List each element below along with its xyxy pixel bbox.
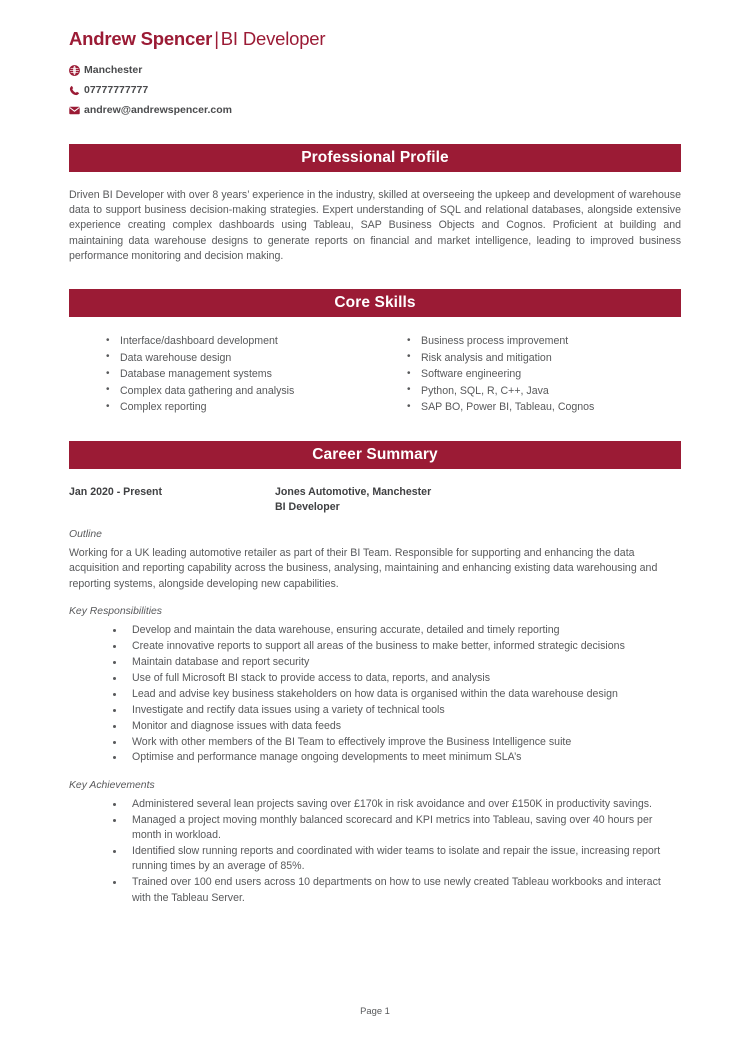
email-text: andrew@andrewspencer.com — [84, 104, 232, 116]
job-company: Jones Automotive, Manchester — [275, 485, 432, 498]
professional-profile-text: Driven BI Developer with over 8 years’ experience in the industry, skilled at overseeing the upkeep and development of warehouse data to support business decision-making strategies. Expert understanding of SQL and relational databases, alongside extensive experience creating complex dashboards using Tableau, SAP Business Objects and Cognos. Proficient at building and maintaining data warehouse designs to generate reports on financial and market intelligence, leading to improved business performance monitoring and decision making. — [69, 189, 681, 262]
section-header-career-summary: Career Summary — [69, 441, 681, 469]
key-responsibilities-list — [69, 623, 681, 766]
list-item: • Risk analysis and mitigation — [404, 350, 681, 367]
list-item: • Data warehouse design — [103, 350, 392, 367]
list-item: • Software engineering — [404, 366, 681, 383]
list-item: Lead and advise key business stakeholders on how data is organised within the data warehouse design — [69, 687, 681, 702]
list-item: • Python, SQL, R, C++, Java — [404, 383, 681, 400]
page-number: Page 1 — [360, 1005, 390, 1016]
name-title-line — [69, 28, 681, 50]
email-icon — [69, 104, 84, 117]
list-item: Trained over 100 end users across 10 departments on how to use newly created Tableau workbooks and interact with the Tableau Server. — [69, 875, 681, 906]
job-entry-header — [69, 485, 681, 515]
resume-header — [69, 0, 681, 119]
list-item: Develop and maintain the data warehouse, ensuring accurate, detailed and timely reporting — [69, 623, 681, 638]
list-item: Optimise and performance manage ongoing developments to meet minimum SLA’s — [69, 750, 681, 765]
candidate-name: Andrew Spencer — [69, 28, 213, 49]
core-skills-columns — [69, 333, 681, 416]
contact-email — [69, 102, 681, 119]
section-header-professional-profile: Professional Profile — [69, 144, 681, 172]
core-skills-right-column — [392, 333, 681, 416]
section-header-core-skills: Core Skills — [69, 289, 681, 317]
phone-icon — [69, 84, 84, 97]
list-item: • Interface/dashboard development — [103, 333, 392, 350]
list-item: Identified slow running reports and coordinated with wider teams to isolate and repair the issue, increasing report running times by an average of 85%. — [69, 844, 681, 875]
candidate-job-title: BI Developer — [220, 28, 326, 49]
contact-phone — [69, 82, 681, 99]
list-item: Managed a project moving monthly balanced scorecard and KPI metrics into Tableau, saving over 40 hours per month in workload. — [69, 813, 681, 844]
location-text: Manchester — [84, 64, 143, 76]
contact-location — [69, 62, 681, 79]
list-item: Investigate and rectify data issues using a variety of technical tools — [69, 703, 681, 718]
phone-text: 07777777777 — [84, 84, 149, 96]
globe-icon — [69, 64, 84, 77]
list-item: Create innovative reports to support all areas of the business to make better, informed strategic decisions — [69, 639, 681, 654]
key-achievements-list — [69, 797, 681, 906]
job-dates: Jan 2020 - Present — [69, 485, 163, 498]
list-item: Use of full Microsoft BI stack to provide access to data, reports, and analysis — [69, 671, 681, 686]
page-footer — [0, 1005, 750, 1016]
list-item: Administered several lean projects saving over £170k in risk avoidance and over £150K in productivity savings. — [69, 797, 681, 812]
list-item: Work with other members of the BI Team to effectively improve the Business Intelligence suite — [69, 735, 681, 750]
job-role: BI Developer — [275, 500, 340, 513]
core-skills-left-column — [103, 333, 392, 416]
list-item: • SAP BO, Power BI, Tableau, Cognos — [404, 399, 681, 416]
outline-text: Working for a UK leading automotive retailer as part of their BI Team. Responsible for supporting and enhancing the data acquisition and reporting capability across the business, analysing, maintaining and enhancing existing data warehousing and reporting systems, alongside developing new capabilities. — [69, 546, 658, 590]
key-achievements-label: Key Achievements — [69, 779, 155, 791]
list-item: Monitor and diagnose issues with data feeds — [69, 719, 681, 734]
list-item: • Database management systems — [103, 366, 392, 383]
list-item: • Complex data gathering and analysis — [103, 383, 392, 400]
list-item: Maintain database and report security — [69, 655, 681, 670]
list-item: • Complex reporting — [103, 399, 392, 416]
list-item: • Business process improvement — [404, 333, 681, 350]
name-separator: | — [214, 28, 219, 49]
outline-label: Outline — [69, 528, 102, 540]
job-company-role — [275, 485, 431, 515]
key-responsibilities-label: Key Responsibilities — [69, 606, 162, 618]
